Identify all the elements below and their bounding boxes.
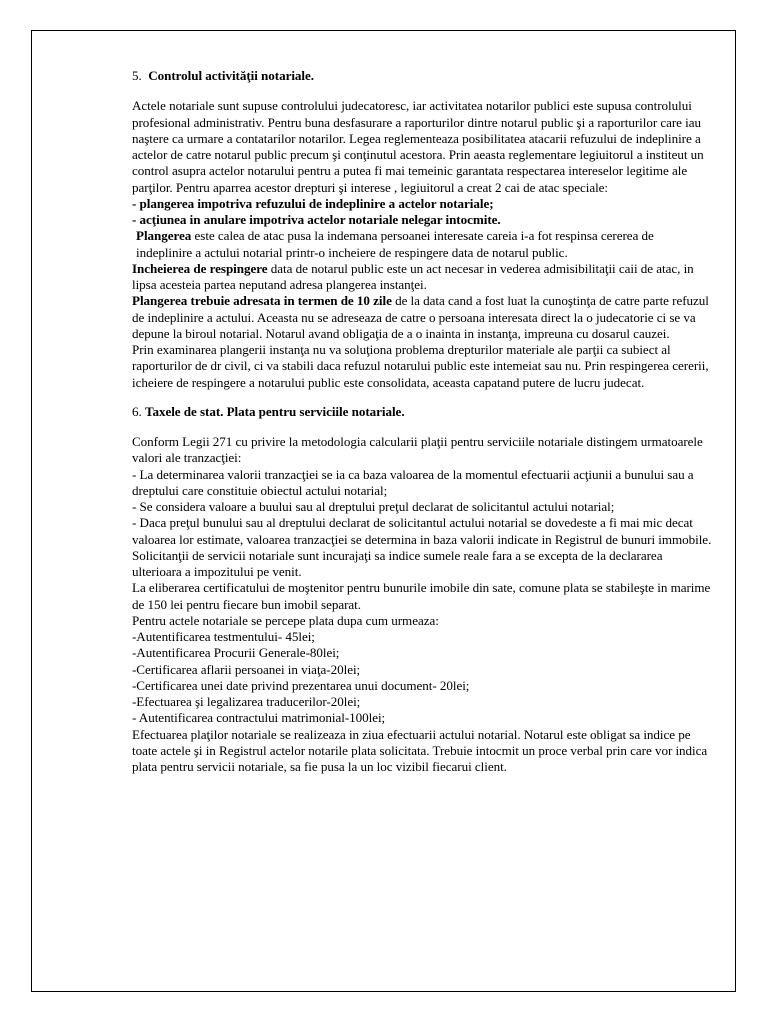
section-6-title: Taxele de stat. Plata pentru serviciile notariale. (144, 403, 405, 419)
value-item-1: - La determinarea valorii tranzacţiei se ia ca baza valoarea de la momentul efectuarii acţiunii a bunului sau a dreptului care constituie obiectul actului notarial; (132, 466, 694, 498)
bullet-actiunea: - acţiunea in anulare impotriva actelor notariale nelegar intocmite. (132, 212, 501, 227)
document-body (132, 68, 712, 775)
value-item-2: - Se considera valoare a buului sau al dreptului preţul declarat de solicitantul actului notarial; (132, 499, 615, 514)
fee-item: -Autentificarea Procurii Generale-80lei; (132, 645, 340, 661)
section-5-heading (132, 68, 712, 84)
section-5-intro: Actele notariale sunt supuse controlului judecatoresc, iar activitatea notarilor publici este supusa controlului profesional administrativ. Pentru buna desfasurare a raporturilor dintre notarul public şi a raporturilor care iau naştere ca urmare a contatarilor notarilor. Legea reglementeaza posibilitatea atacarii refuzului de indeplinire a actelor de catre notarul public precum şi conţinutul acestora. Prin aeasta reglementare legiuitorul a institeut un control asupra actelor notarului pentru a putea fi mai temeinic garantata respectarea intereselor legitime ale parţilor. Pentru aparrea acestor drepturi şi interese , legiuitorul a creat 2 cai de atac speciale: (132, 98, 704, 195)
paragraph-certificat: La eliberarea certificatului de moştenitor pentru bunurile imobile din sate, comune plata se stabileşte in marime de 150 lei pentru fiecare bun imobil separat. (132, 580, 711, 612)
section-6-intro: Conform Legii 271 cu privire la metodologia calcularii plaţii pentru serviciile notariale distingem urmatoarele valori ale tranzacţiei: (132, 434, 703, 466)
paragraph-incheierea: Incheierea de respingere data de notarul public este un act necesar in vederea admisibilitaţii caii de atac, in lipsa acesteia partea neputand adresa plangerea instanţei. (132, 260, 694, 292)
section-6-number: 6. (132, 403, 142, 419)
bullet-plangerea: - plangerea impotriva refuzului de indeplinire a actelor notariale; (132, 195, 494, 211)
value-item-3: - Daca preţul bunului sau al dreptului declarat de solicitantul actului notarial se dovedeste a fi mai mic decat valoarea lor estimate, valoarea tranzacţiei se determina in baza valorii indicate in Registrul de bunuri immobile. (132, 515, 712, 547)
section-6-heading (132, 404, 712, 420)
fee-item: -Autentificarea testmentului- 45lei; (132, 629, 315, 644)
paragraph-solicitanti: Solicitanţii de servicii notariale sunt incurajaţi sa indice sumele reale fara a se excepta de la declararea ulterioara a impozitului pe venit. (132, 547, 663, 579)
fee-item: -Efectuarea şi legalizarea traducerilor-20lei; (132, 694, 361, 709)
fee-item: - Autentificarea contractului matrimonial-100lei; (132, 710, 386, 726)
paragraph-closing: Efectuarea plaţilor notariale se realizeaza in ziua efectuarii actului notarial. Notarul este obligat sa indice pe toate actele şi in Registrul actelor notarile plata solicitata. Trebuie intocmit un proce verbal prin care vor indica plata pentru servicii notariale, sa fie pusa la un loc vizibil fiecarui client. (132, 726, 708, 774)
section-5-number: 5. (132, 68, 142, 83)
fee-item: -Certificarea unei date privind prezentarea unui document- 20lei; (132, 677, 470, 693)
paragraph-termen: Plangerea trebuie adresata in termen de 10 zile de la data cand a fost luat la cunoştinţa de catre parte refuzul de indeplinire a actului. Aceasta nu se adreseaza de catre o persoana interesata direct la o judecatorie ci se va depune la biroul notarial. Notarul avand obligaţia de a o inainta in instanţa, impreuna cu dosarul cauzei. (132, 293, 709, 341)
section-5-title: Controlul activităţii notariale. (148, 68, 314, 83)
fees-intro: Pentru actele notariale se percepe plata dupa cum urmeaza: (132, 612, 439, 628)
paragraph-examinare: Prin examinarea plangerii instanţa nu va soluţiona problema drepturilor materiale ale parţii ca subiect al raporturilor de dr civil, ci va stabili daca refuzul notarului public este intemeiat sau nu. Prin respingerea cererii, icheiere de respingere a notarului public este consolidata, aceasta capatand putere de lucru judecat. (132, 342, 709, 390)
paragraph-plangerea: Plangerea este calea de atac pusa la indemana persoanei interesate careia i-a fot respinsa cererea de indeplinire a actului notarial printr-o incheiere de respingere data de notarul public. (136, 228, 654, 260)
fee-item: -Certificarea aflarii persoanei in viaţa-20lei; (132, 661, 361, 677)
